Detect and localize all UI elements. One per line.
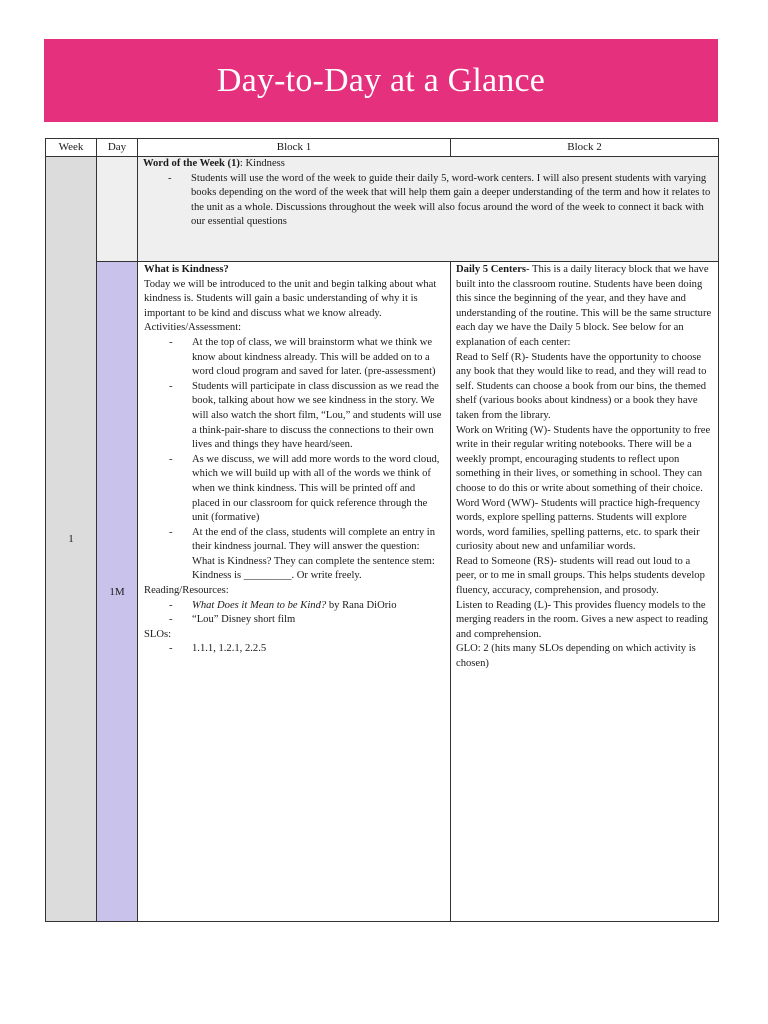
day-value: 1M [109,585,125,598]
block2-heading: Daily 5 Centers [456,264,527,275]
slos-label: SLOs: [144,628,172,640]
day-cell [96,261,138,922]
word-of-week-cell [137,156,719,262]
page-title: Day-to-Day at a Glance [216,61,546,99]
word-of-week-value: : Kindness [239,158,285,169]
block1-cell [137,261,451,922]
activity-item: - At the end of the class, students will complete an entry in their kindness journal. They will answer the question: What is Kindness? They can complete the sentence stem: Kindness is _________. Or write freely. [144,526,444,584]
resource-book-author: by Rana DiOrio [326,599,397,611]
resource-item: - “Lou” Disney short film [144,613,444,628]
lesson-table [45,138,719,922]
activity-item: - At the top of class, we will brainstorm what we think we know about kindness already. This will be added on to a word cloud program and saved for later. (pre-assessment) [144,336,444,380]
week-number: 1 [68,533,74,545]
resource-item [144,599,444,614]
header-week: Week [45,138,97,157]
week-cell [45,156,97,922]
resource-book-title: What Does it Mean to be Kind? [192,599,327,611]
center-description: Read to Someone (RS)- students will read out loud to a peer, or to me in small groups. This helps students develop fluency, accuracy, comprehension, and prosody. [456,555,705,597]
resources-label: Reading/Resources: [144,585,229,597]
activities-label: Activities/Assessment: [144,322,242,334]
header-block2: Block 2 [450,138,719,157]
block1-heading: What is Kindness? [144,264,229,275]
header-block1: Block 1 [137,138,451,157]
center-description: Work on Writing (W)- Students have the opportunity to free write in their regular writing notebooks. There will be a weekly prompt, encouraging students to reflect upon something in their lives, or something in school. They can choose to do this or write about something of their choice. [456,424,711,494]
activity-item: - As we discuss, we will add more words to the word cloud, which we will build up with all of the words we think of when we think kindness. This will be printed off and placed in our classroom for quick reference through the unit (formative) [144,453,444,526]
word-of-week-label: Word of the Week (1) [143,158,240,169]
block2-cell [450,261,719,922]
center-description: Listen to Reading (L)- This provides fluency models to the merging readers in the room. Gives a new aspect to reading and comprehension. [456,599,708,640]
slos-value: - 1.1.1, 1.2.1, 2.2.5 [144,642,444,657]
day-cell-week [96,156,138,262]
activity-item: - Students will participate in class discussion as we read the book, talking about how we see kindness in the story. We will also watch the short film, “Lou,” and students will use a think-pair-share to discuss the connections to their own lives and things they have heard/seen. [144,380,444,453]
word-of-week-description: - Students will use the word of the week to guide their daily 5, word-work centers. I will also present students with varying books depending on the word of the week that will help them gain a deeper understanding of the term and how it relates to the unit as a whole. Discussions throughout the week will also focus around the word of the week to connect it back with our essential questions [143,172,712,230]
block2-intro: - This is a daily literacy block that we have built into the classroom routine. Students have been doing this since the beginning of the year, and they have and understanding of the routine. This will be the same structure each day we have the Daily 5 block. See below for an explanation of each center: [456,264,712,348]
center-description: Read to Self (R)- Students have the opportunity to choose any book that they would like to read, and they will read to self. Students can choose a book from our bins, the themed shelf (various books about kindness) or a book they have taken from the library. [456,351,707,421]
glo-note: GLO: 2 (hits many SLOs depending on which activity is chosen) [456,643,696,670]
title-banner [44,39,718,122]
block1-intro: Today we will be introduced to the unit and begin talking about what kindness is. Students will gain a basic understanding of why it is important to be kind and discuss what we know already. [144,278,437,319]
center-description: Word Word (WW)- Students will practice high-frequency words, explore spelling patterns. Students will explore words, word families, spelling patterns, etc. to spark their curiosity about new and unfamiliar words. [456,497,701,553]
header-day: Day [96,138,138,157]
